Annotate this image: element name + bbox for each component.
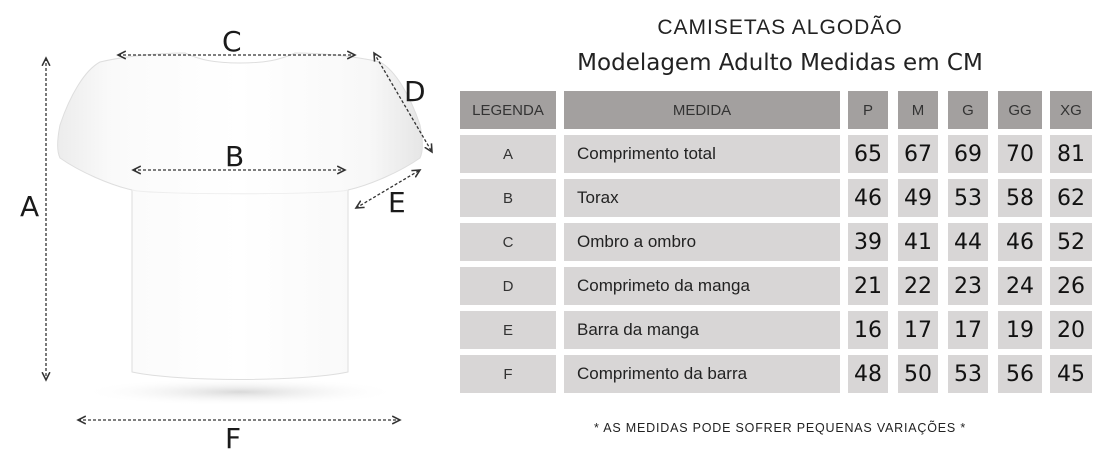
row-value: 26 xyxy=(1050,267,1092,305)
row-value: 21 xyxy=(848,267,888,305)
row-value: 16 xyxy=(848,311,888,349)
label-e: E xyxy=(388,186,406,219)
row-value: 45 xyxy=(1050,355,1092,393)
row-legend: C xyxy=(460,223,556,261)
row-value: 62 xyxy=(1050,179,1092,217)
label-f: F xyxy=(225,422,242,455)
row-value: 65 xyxy=(848,135,888,173)
footnote: * AS MEDIDAS PODE SOFRER PEQUENAS VARIAÇÕES * xyxy=(594,421,966,435)
row-measure: Barra da manga xyxy=(564,311,840,349)
row-measure: Comprimento total xyxy=(564,135,840,173)
row-value: 69 xyxy=(948,135,988,173)
row-legend: B xyxy=(460,179,556,217)
row-value: 39 xyxy=(848,223,888,261)
row-measure: Comprimento da barra xyxy=(564,355,840,393)
table-row xyxy=(460,267,1092,305)
table-row xyxy=(460,355,1092,393)
page-title: CAMISETAS ALGODÃO xyxy=(657,16,903,39)
row-value: 53 xyxy=(948,355,988,393)
label-c: C xyxy=(222,25,242,58)
row-value: 44 xyxy=(948,223,988,261)
header-size-xg: XG xyxy=(1050,91,1092,129)
row-value: 50 xyxy=(898,355,938,393)
row-legend: F xyxy=(460,355,556,393)
row-value: 17 xyxy=(898,311,938,349)
row-value: 52 xyxy=(1050,223,1092,261)
row-value: 20 xyxy=(1050,311,1092,349)
table-row xyxy=(460,223,1092,261)
header-measure: MEDIDA xyxy=(564,91,840,129)
tshirt-shape xyxy=(58,53,423,380)
row-measure: Ombro a ombro xyxy=(564,223,840,261)
row-value: 48 xyxy=(848,355,888,393)
header-size-p: P xyxy=(848,91,888,129)
header-size-m: M xyxy=(898,91,938,129)
row-value: 46 xyxy=(998,223,1042,261)
row-value: 17 xyxy=(948,311,988,349)
row-value: 49 xyxy=(898,179,938,217)
table-row xyxy=(460,311,1092,349)
header-size-g: G xyxy=(948,91,988,129)
page-subtitle: Modelagem Adulto Medidas em CM xyxy=(577,50,983,76)
row-measure: Torax xyxy=(564,179,840,217)
label-b: B xyxy=(225,140,245,173)
row-value: 67 xyxy=(898,135,938,173)
row-value: 53 xyxy=(948,179,988,217)
header-legend: LEGENDA xyxy=(460,91,556,129)
row-value: 70 xyxy=(998,135,1042,173)
row-legend: E xyxy=(460,311,556,349)
row-value: 81 xyxy=(1050,135,1092,173)
header-size-gg: GG xyxy=(998,91,1042,129)
row-legend: D xyxy=(460,267,556,305)
row-value: 22 xyxy=(898,267,938,305)
shirt-shadow xyxy=(80,378,400,406)
tshirt-diagram xyxy=(0,0,460,465)
row-value: 19 xyxy=(998,311,1042,349)
row-value: 46 xyxy=(848,179,888,217)
row-value: 58 xyxy=(998,179,1042,217)
table-row xyxy=(460,135,1092,173)
row-value: 23 xyxy=(948,267,988,305)
size-table xyxy=(460,91,1092,399)
table-row xyxy=(460,179,1092,217)
tshirt-illustration xyxy=(0,0,460,465)
row-value: 24 xyxy=(998,267,1042,305)
label-d: D xyxy=(404,75,426,108)
row-measure: Comprimeto da manga xyxy=(564,267,840,305)
row-legend: A xyxy=(460,135,556,173)
row-value: 56 xyxy=(998,355,1042,393)
table-header-row xyxy=(460,91,1092,129)
label-a: A xyxy=(20,190,40,223)
row-value: 41 xyxy=(898,223,938,261)
